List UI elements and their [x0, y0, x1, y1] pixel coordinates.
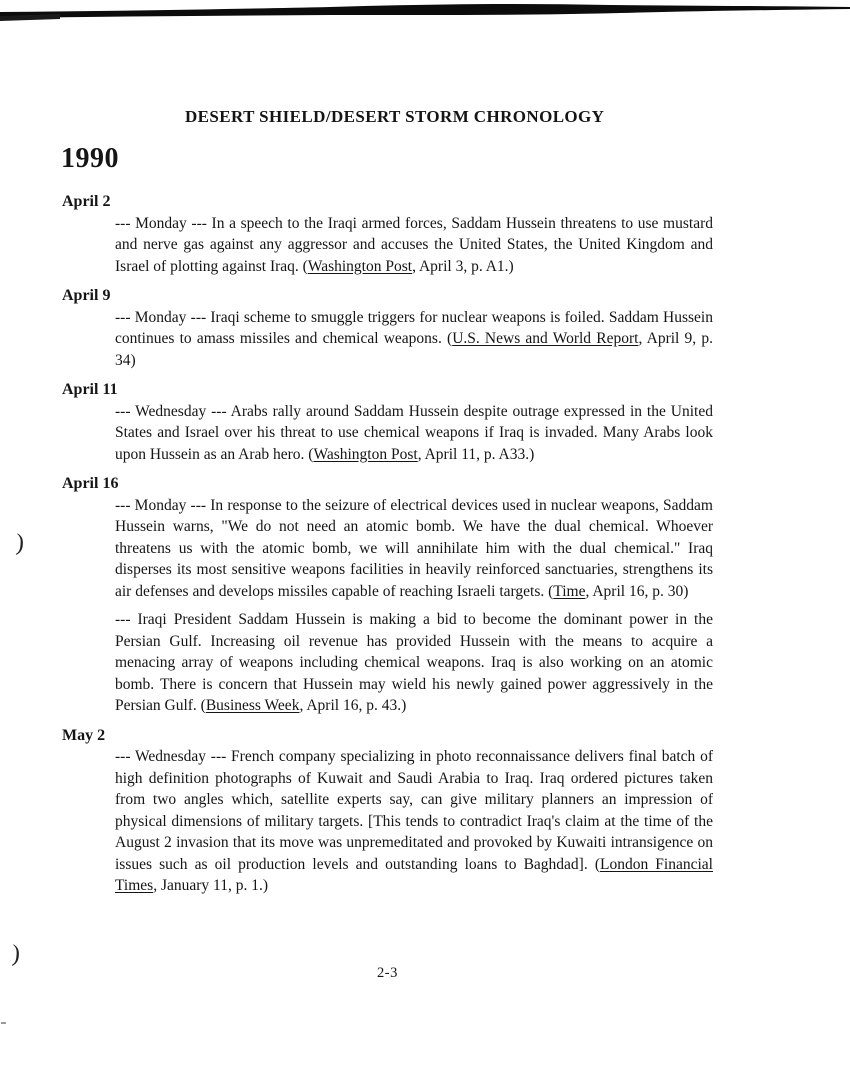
entry-paragraph: [115, 609, 713, 717]
chronology-entry: [62, 191, 722, 277]
chronology-entry: [62, 285, 722, 371]
entry-body: [115, 307, 713, 372]
citation-source: Business Week: [205, 697, 300, 714]
scan-artifact-top-band: [0, 0, 850, 40]
pen-mark-left-margin: ): [15, 529, 25, 557]
entry-text: , April 16, p. 30): [585, 582, 689, 600]
entry-date-heading: May 2: [62, 726, 106, 744]
entry-text: --- Wednesday --- Arabs rally around Saddam Hussein despite outrage expressed in the United States and Israel over his threat to use chemical weapons if Iraq is invaded. Many Arabs look upon Hussein as an Arab hero. (: [115, 402, 713, 463]
entry-text: --- Monday --- In a speech to the Iraqi armed forces, Saddam Hussein threatens to use mustard and nerve gas against any aggressor and accuses the United States, the United Kingdom and Israel of plotting against Iraq. (: [115, 214, 713, 275]
page-title: DESERT SHIELD/DESERT STORM CHRONOLOGY: [185, 107, 605, 126]
entry-paragraph: [115, 213, 713, 278]
citation-source: U.S. News and World Report: [452, 330, 639, 347]
entry-body: [115, 213, 713, 278]
entry-text: --- Monday --- In response to the seizure of electrical devices used in nuclear weapons, Saddam Hussein warns, "We do not need an atomic bomb. We have the dual chemical. Whoever threatens us with the atomic bomb, we will annihilate him with the dual chemical." Iraq disperses its most sensitive weapons facilities in heavily reinforced sanctuaries, strengthens its air defenses and develops missiles capable of reaching Israeli targets. (: [115, 496, 713, 600]
entry-text: , April 16, p. 43.): [299, 697, 407, 714]
entry-text: --- Wednesday --- French company specializing in photo reconnaissance delivers final batch of high definition photographs of Kuwait and Saudi Arabia to Iraq. Iraq ordered pictures taken from two angles which, satellite experts say, can give military planners an impression of physical dimensions of military targets. [This tends to contradict Iraq's claim at the time of the August 2 invasion that its move was unpremeditated and provoked by Kuwaiti intransigence on issues such as oil production levels and outstanding loans to Baghdad]. (: [115, 748, 713, 873]
citation-source: Washington Post: [307, 257, 413, 275]
entry-body: [115, 495, 713, 717]
entry-text: , April 11, p. A33.): [417, 445, 535, 463]
citation-source: Washington Post: [313, 445, 418, 463]
entry-text: --- Iraqi President Saddam Hussein is making a bid to become the dominant power in the Persian Gulf. Increasing oil revenue has provided Hussein with the means to acquire a menacing array of weapons including chemical weapons. Iraq is also working on an atomic bomb. There is concern that Hussein may wield his newly gained power aggressively in the Persian Gulf. (: [115, 611, 713, 714]
chronology-entry: [62, 379, 722, 465]
page-number: 2-3: [377, 965, 398, 981]
citation-source: London Financial Times: [115, 855, 713, 894]
entry-text: , January 11, p. 1.): [153, 877, 268, 894]
entry-date-heading: April 9: [62, 287, 111, 304]
entry-paragraph: [115, 746, 713, 897]
scan-artifact-dash: [1, 1022, 6, 1024]
entry-date-heading: April 16: [62, 475, 119, 492]
chronology-entry: [62, 473, 722, 717]
entry-text: --- Monday --- Iraqi scheme to smuggle triggers for nuclear weapons is foiled. Saddam Hussein continues to amass missiles and chemical weapons. (: [115, 308, 713, 347]
entry-paragraph: [115, 307, 713, 372]
entry-body: [115, 746, 713, 897]
entry-paragraph: [115, 495, 713, 603]
entry-body: [115, 401, 713, 466]
citation-source: Time: [553, 582, 586, 600]
chronology-entry: [62, 725, 722, 897]
year-heading: 1990: [61, 143, 119, 174]
entry-date-heading: April 11: [62, 381, 118, 398]
entry-date-heading: April 2: [62, 193, 111, 210]
entry-text: , April 9, p. 34): [115, 330, 713, 369]
pen-mark-left-margin: ): [11, 940, 21, 968]
chronology-entries: [62, 191, 722, 905]
entry-paragraph: [115, 401, 713, 466]
entry-text: , April 3, p. A1.): [412, 257, 514, 275]
